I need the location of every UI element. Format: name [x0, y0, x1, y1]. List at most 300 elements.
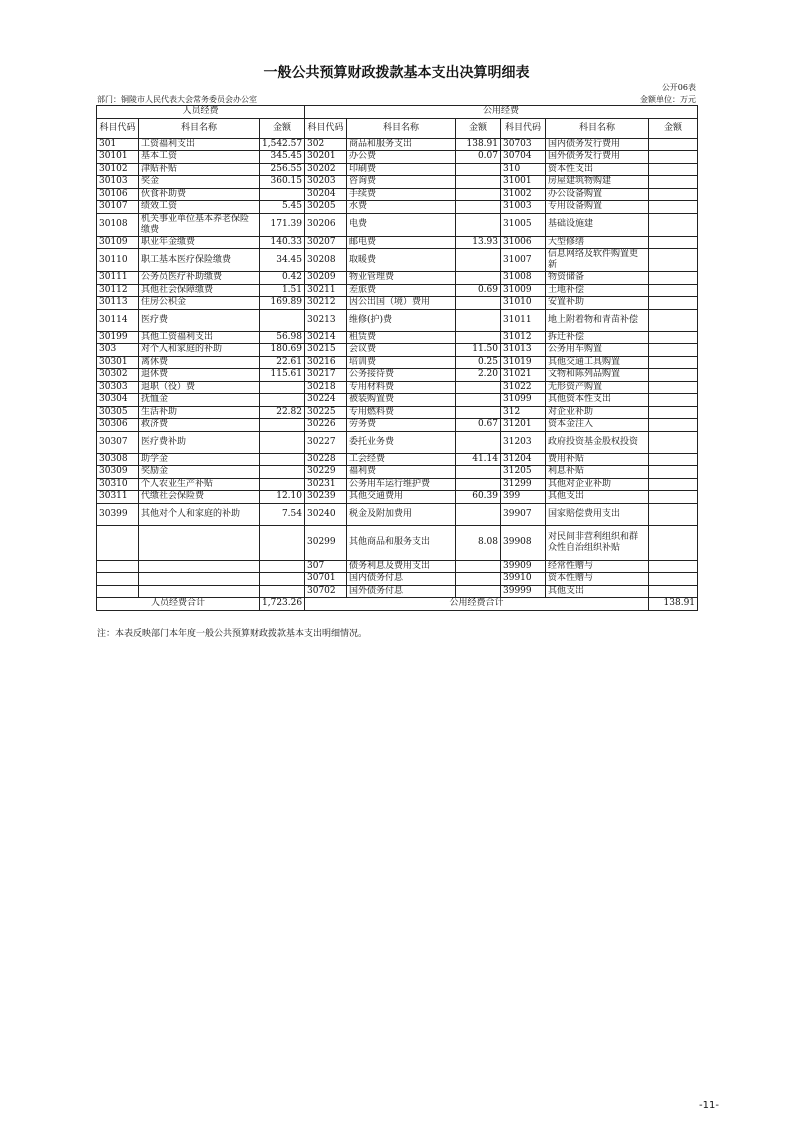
- item-amount: [456, 431, 501, 453]
- item-name: 国外债务付息: [347, 585, 456, 598]
- table-row: [97, 344, 698, 357]
- item-amount: 2.20: [456, 369, 501, 382]
- item-code: 30113: [97, 297, 139, 310]
- item-amount: 0.42: [260, 272, 305, 285]
- item-name: 政府投资基金股权投资: [546, 431, 649, 453]
- item-code: 30211: [305, 284, 347, 297]
- item-code: 30204: [305, 188, 347, 201]
- item-name: 资本性赠与: [546, 573, 649, 586]
- item-code: 31019: [501, 356, 546, 369]
- table-row: [97, 573, 698, 586]
- item-name: 专用材料费: [347, 381, 456, 394]
- item-name: 因公出国（境）费用: [347, 297, 456, 310]
- item-amount: [649, 356, 698, 369]
- item-amount: [649, 297, 698, 310]
- item-amount: [456, 585, 501, 598]
- item-amount: [456, 163, 501, 176]
- item-amount: [649, 585, 698, 598]
- item-amount: 138.91: [456, 138, 501, 151]
- item-code: 30101: [97, 151, 139, 164]
- item-name: 办公设备购置: [546, 188, 649, 201]
- item-name: 利息补贴: [546, 466, 649, 479]
- item-amount: 12.10: [260, 491, 305, 504]
- totals-row: [97, 598, 698, 611]
- item-name: 费用补贴: [546, 453, 649, 466]
- item-name: 公务用车运行维护费: [347, 478, 456, 491]
- item-code: 31006: [501, 236, 546, 249]
- item-code: 30208: [305, 249, 347, 272]
- item-code: 30306: [97, 419, 139, 432]
- unit-label: 金额单位：万元: [640, 95, 696, 104]
- item-code: 30703: [501, 138, 546, 151]
- item-name: 公务员医疗补助缴费: [139, 272, 260, 285]
- item-code: 31010: [501, 297, 546, 310]
- table-row: [97, 431, 698, 453]
- department-label: 部门：铜陵市人民代表大会常务委员会办公室: [97, 95, 257, 104]
- item-code: 30205: [305, 201, 347, 214]
- item-code: 31009: [501, 284, 546, 297]
- item-code: 39907: [501, 503, 546, 525]
- item-amount: 8.08: [456, 525, 501, 560]
- item-name: [139, 573, 260, 586]
- item-amount: 180.69: [260, 344, 305, 357]
- item-code: 31005: [501, 213, 546, 236]
- item-code: 30229: [305, 466, 347, 479]
- item-name: 安置补助: [546, 297, 649, 310]
- item-code: 30199: [97, 331, 139, 344]
- item-code: 31011: [501, 309, 546, 331]
- item-code: 31201: [501, 419, 546, 432]
- item-amount: [649, 331, 698, 344]
- item-name: 公务用车购置: [546, 344, 649, 357]
- item-amount: [649, 201, 698, 214]
- item-amount: 0.07: [456, 151, 501, 164]
- item-name: 商品和服务支出: [347, 138, 456, 151]
- item-code: 31021: [501, 369, 546, 382]
- item-code: 30103: [97, 176, 139, 189]
- item-code: 30224: [305, 394, 347, 407]
- item-name: [139, 560, 260, 573]
- col-header-name: 科目名称: [139, 118, 260, 138]
- item-name: 公务接待费: [347, 369, 456, 382]
- item-name: 水费: [347, 201, 456, 214]
- table-row: [97, 466, 698, 479]
- item-code: 30106: [97, 188, 139, 201]
- item-code: 30108: [97, 213, 139, 236]
- item-amount: [649, 453, 698, 466]
- item-code: 302: [305, 138, 347, 151]
- table-row: [97, 419, 698, 432]
- table-row: [97, 213, 698, 236]
- item-amount: [649, 236, 698, 249]
- item-amount: [649, 478, 698, 491]
- item-code: 30299: [305, 525, 347, 560]
- item-amount: 60.39: [456, 491, 501, 504]
- item-amount: [649, 419, 698, 432]
- item-amount: [260, 453, 305, 466]
- item-code: 39910: [501, 573, 546, 586]
- item-code: 39999: [501, 585, 546, 598]
- item-code: 30111: [97, 272, 139, 285]
- item-name: 对个人和家庭的补助: [139, 344, 260, 357]
- item-code: 30212: [305, 297, 347, 310]
- table-row: [97, 236, 698, 249]
- item-amount: [260, 585, 305, 598]
- item-code: 30307: [97, 431, 139, 453]
- item-amount: [649, 406, 698, 419]
- item-name: 其他交通工具购置: [546, 356, 649, 369]
- col-header-code: 科目代码: [501, 118, 546, 138]
- item-code: 31203: [501, 431, 546, 453]
- item-name: 工资福利支出: [139, 138, 260, 151]
- table-row: [97, 188, 698, 201]
- item-name: 维修(护)费: [347, 309, 456, 331]
- item-amount: [260, 309, 305, 331]
- item-code: 30206: [305, 213, 347, 236]
- item-code: 31008: [501, 272, 546, 285]
- item-code: 30109: [97, 236, 139, 249]
- item-name: 物业管理费: [347, 272, 456, 285]
- table-row: [97, 503, 698, 525]
- item-name: 国内债务付息: [347, 573, 456, 586]
- item-code: 310: [501, 163, 546, 176]
- group-header-row: [97, 106, 698, 119]
- item-amount: [456, 272, 501, 285]
- item-amount: [649, 176, 698, 189]
- item-amount: 0.67: [456, 419, 501, 432]
- item-name: 其他工资福利支出: [139, 331, 260, 344]
- item-name: 机关事业单位基本养老保险缴费: [139, 213, 260, 236]
- item-amount: [649, 344, 698, 357]
- item-amount: [649, 213, 698, 236]
- item-amount: [649, 431, 698, 453]
- table-row: [97, 406, 698, 419]
- item-name: 办公费: [347, 151, 456, 164]
- item-name: 对企业补助: [546, 406, 649, 419]
- item-amount: [456, 394, 501, 407]
- page-number: -11-: [699, 1100, 719, 1111]
- item-name: 物资储备: [546, 272, 649, 285]
- item-code: 39909: [501, 560, 546, 573]
- item-amount: [456, 188, 501, 201]
- item-code: 31012: [501, 331, 546, 344]
- item-amount: [456, 478, 501, 491]
- item-name: 伙食补助费: [139, 188, 260, 201]
- item-code: 30228: [305, 453, 347, 466]
- table-row: [97, 284, 698, 297]
- table-row: [97, 394, 698, 407]
- item-name: 邮电费: [347, 236, 456, 249]
- item-name: 其他商品和服务支出: [347, 525, 456, 560]
- table-row: [97, 309, 698, 331]
- item-amount: 11.50: [456, 344, 501, 357]
- item-code: 31007: [501, 249, 546, 272]
- item-amount: [456, 331, 501, 344]
- personnel-total-label: 人员经费合计: [97, 598, 260, 611]
- item-amount: 22.61: [260, 356, 305, 369]
- item-amount: [456, 176, 501, 189]
- item-amount: [649, 503, 698, 525]
- item-code: 30702: [305, 585, 347, 598]
- item-name: 职业年金缴费: [139, 236, 260, 249]
- item-name: 对民间非营利组织和群众性自治组织补贴: [546, 525, 649, 560]
- item-name: 大型修缮: [546, 236, 649, 249]
- item-amount: [649, 249, 698, 272]
- item-name: 奖励金: [139, 466, 260, 479]
- item-name: 电费: [347, 213, 456, 236]
- table-row: [97, 491, 698, 504]
- table-row: [97, 151, 698, 164]
- item-code: 31003: [501, 201, 546, 214]
- item-name: 工会经费: [347, 453, 456, 466]
- col-header-name: 科目名称: [546, 118, 649, 138]
- item-code: 31002: [501, 188, 546, 201]
- item-name: 资本金注入: [546, 419, 649, 432]
- item-code: 30218: [305, 381, 347, 394]
- item-amount: 0.25: [456, 356, 501, 369]
- item-name: 绩效工资: [139, 201, 260, 214]
- item-amount: 13.93: [456, 236, 501, 249]
- item-name: 租赁费: [347, 331, 456, 344]
- item-code: 30308: [97, 453, 139, 466]
- item-amount: [649, 138, 698, 151]
- item-code: 312: [501, 406, 546, 419]
- item-code: 30226: [305, 419, 347, 432]
- item-amount: [649, 309, 698, 331]
- item-amount: [260, 560, 305, 573]
- item-name: 住房公积金: [139, 297, 260, 310]
- item-code: 303: [97, 344, 139, 357]
- item-amount: 0.69: [456, 284, 501, 297]
- col-header-amount: 金额: [456, 118, 501, 138]
- col-header-amount: 金额: [649, 118, 698, 138]
- item-code: 30305: [97, 406, 139, 419]
- item-amount: [649, 151, 698, 164]
- table-row: [97, 176, 698, 189]
- item-amount: [456, 249, 501, 272]
- item-amount: [649, 491, 698, 504]
- item-name: 委托业务费: [347, 431, 456, 453]
- item-name: 国家赔偿费用支出: [546, 503, 649, 525]
- item-code: 30310: [97, 478, 139, 491]
- item-name: [139, 585, 260, 598]
- item-amount: [649, 272, 698, 285]
- item-code: 30110: [97, 249, 139, 272]
- item-code: 30215: [305, 344, 347, 357]
- item-code: [97, 525, 139, 560]
- item-amount: 7.54: [260, 503, 305, 525]
- item-code: 30227: [305, 431, 347, 453]
- item-name: 印刷费: [347, 163, 456, 176]
- item-name: 医疗费补助: [139, 431, 260, 453]
- item-amount: [456, 560, 501, 573]
- item-name: 咨询费: [347, 176, 456, 189]
- item-amount: 22.82: [260, 406, 305, 419]
- item-name: 专用设备购置: [546, 201, 649, 214]
- table-number: 公开06表: [661, 83, 696, 92]
- table-row: [97, 356, 698, 369]
- item-name: 手续费: [347, 188, 456, 201]
- item-name: 其他交通费用: [347, 491, 456, 504]
- item-amount: [649, 369, 698, 382]
- item-amount: [649, 560, 698, 573]
- item-amount: 140.33: [260, 236, 305, 249]
- item-code: 301: [97, 138, 139, 151]
- item-amount: 256.55: [260, 163, 305, 176]
- item-code: 31001: [501, 176, 546, 189]
- item-code: 30399: [97, 503, 139, 525]
- item-name: 退休费: [139, 369, 260, 382]
- item-amount: [456, 406, 501, 419]
- item-name: 会议费: [347, 344, 456, 357]
- item-amount: [260, 478, 305, 491]
- item-code: 30209: [305, 272, 347, 285]
- item-code: [97, 573, 139, 586]
- item-code: 30107: [97, 201, 139, 214]
- col-header-amount: 金额: [260, 118, 305, 138]
- item-name: 取暖费: [347, 249, 456, 272]
- table-row: [97, 478, 698, 491]
- item-name: 被装购置费: [347, 394, 456, 407]
- item-code: 39908: [501, 525, 546, 560]
- item-code: 30214: [305, 331, 347, 344]
- item-amount: [649, 466, 698, 479]
- item-code: 30302: [97, 369, 139, 382]
- item-name: 劳务费: [347, 419, 456, 432]
- item-amount: [649, 394, 698, 407]
- item-name: 税金及附加费用: [347, 503, 456, 525]
- item-amount: [260, 573, 305, 586]
- item-name: 职工基本医疗保险缴费: [139, 249, 260, 272]
- item-name: 土地补偿: [546, 284, 649, 297]
- item-name: 地上附着物和青苗补偿: [546, 309, 649, 331]
- item-name: 退职（役）费: [139, 381, 260, 394]
- item-name: 经常性赠与: [546, 560, 649, 573]
- item-amount: [260, 381, 305, 394]
- item-code: 30202: [305, 163, 347, 176]
- item-amount: [260, 394, 305, 407]
- table-row: [97, 453, 698, 466]
- item-code: 30225: [305, 406, 347, 419]
- item-code: 30309: [97, 466, 139, 479]
- table-row: [97, 585, 698, 598]
- personnel-total-amount: 1,723.26: [260, 598, 305, 611]
- item-amount: [649, 284, 698, 297]
- item-name: 其他社会保障缴费: [139, 284, 260, 297]
- item-code: 30213: [305, 309, 347, 331]
- page-title: 一般公共预算财政拨款基本支出决算明细表: [263, 65, 530, 81]
- item-amount: 171.39: [260, 213, 305, 236]
- table-row: [97, 525, 698, 560]
- col-header-code: 科目代码: [97, 118, 139, 138]
- item-amount: 41.14: [456, 453, 501, 466]
- item-code: 399: [501, 491, 546, 504]
- table-row: [97, 272, 698, 285]
- item-amount: [649, 381, 698, 394]
- column-header-row: [97, 118, 698, 138]
- item-amount: 360.15: [260, 176, 305, 189]
- item-amount: 1,542.57: [260, 138, 305, 151]
- item-code: 30303: [97, 381, 139, 394]
- item-code: 30231: [305, 478, 347, 491]
- item-name: 医疗费: [139, 309, 260, 331]
- item-code: 30203: [305, 176, 347, 189]
- item-name: 福利费: [347, 466, 456, 479]
- item-code: 30201: [305, 151, 347, 164]
- item-code: 30217: [305, 369, 347, 382]
- item-name: 其他资本性支出: [546, 394, 649, 407]
- item-code: 307: [305, 560, 347, 573]
- item-name: 房屋建筑物购建: [546, 176, 649, 189]
- expenditure-table: [96, 105, 698, 611]
- item-name: 离休费: [139, 356, 260, 369]
- item-code: [97, 560, 139, 573]
- item-code: 30240: [305, 503, 347, 525]
- item-name: 债务利息及费用支出: [347, 560, 456, 573]
- public-group-header: 公用经费: [305, 106, 698, 119]
- item-name: 个人农业生产补贴: [139, 478, 260, 491]
- item-code: 31299: [501, 478, 546, 491]
- table-row: [97, 163, 698, 176]
- item-name: 生活补助: [139, 406, 260, 419]
- item-amount: [260, 431, 305, 453]
- item-name: 差旅费: [347, 284, 456, 297]
- table-row: [97, 381, 698, 394]
- item-amount: [260, 466, 305, 479]
- item-name: 信息网络及软件购置更新: [546, 249, 649, 272]
- item-name: 培训费: [347, 356, 456, 369]
- item-code: 31013: [501, 344, 546, 357]
- item-code: 31022: [501, 381, 546, 394]
- item-name: 基础设施建: [546, 213, 649, 236]
- item-amount: [649, 163, 698, 176]
- item-name: 资本性支出: [546, 163, 649, 176]
- table-row: [97, 331, 698, 344]
- item-name: 国外债务发行费用: [546, 151, 649, 164]
- item-name: 其他支出: [546, 585, 649, 598]
- item-amount: [649, 188, 698, 201]
- item-code: 30114: [97, 309, 139, 331]
- item-code: 30704: [501, 151, 546, 164]
- item-name: 奖金: [139, 176, 260, 189]
- item-amount: 1.51: [260, 284, 305, 297]
- item-code: 31205: [501, 466, 546, 479]
- item-name: [139, 525, 260, 560]
- item-amount: [260, 419, 305, 432]
- item-amount: [456, 381, 501, 394]
- item-code: 30102: [97, 163, 139, 176]
- table-row: [97, 138, 698, 151]
- item-amount: 34.45: [260, 249, 305, 272]
- item-code: 30112: [97, 284, 139, 297]
- item-amount: 115.61: [260, 369, 305, 382]
- personnel-group-header: 人员经费: [97, 106, 305, 119]
- item-code: [97, 585, 139, 598]
- item-name: 津贴补贴: [139, 163, 260, 176]
- item-amount: [260, 525, 305, 560]
- item-amount: [260, 188, 305, 201]
- col-header-code: 科目代码: [305, 118, 347, 138]
- item-name: 基本工资: [139, 151, 260, 164]
- item-name: 专用燃料费: [347, 406, 456, 419]
- public-total-label: 公用经费合计: [305, 598, 649, 611]
- table-row: [97, 249, 698, 272]
- item-amount: [456, 466, 501, 479]
- table-row: [97, 201, 698, 214]
- item-code: 30207: [305, 236, 347, 249]
- item-amount: 345.45: [260, 151, 305, 164]
- item-name: 抚恤金: [139, 394, 260, 407]
